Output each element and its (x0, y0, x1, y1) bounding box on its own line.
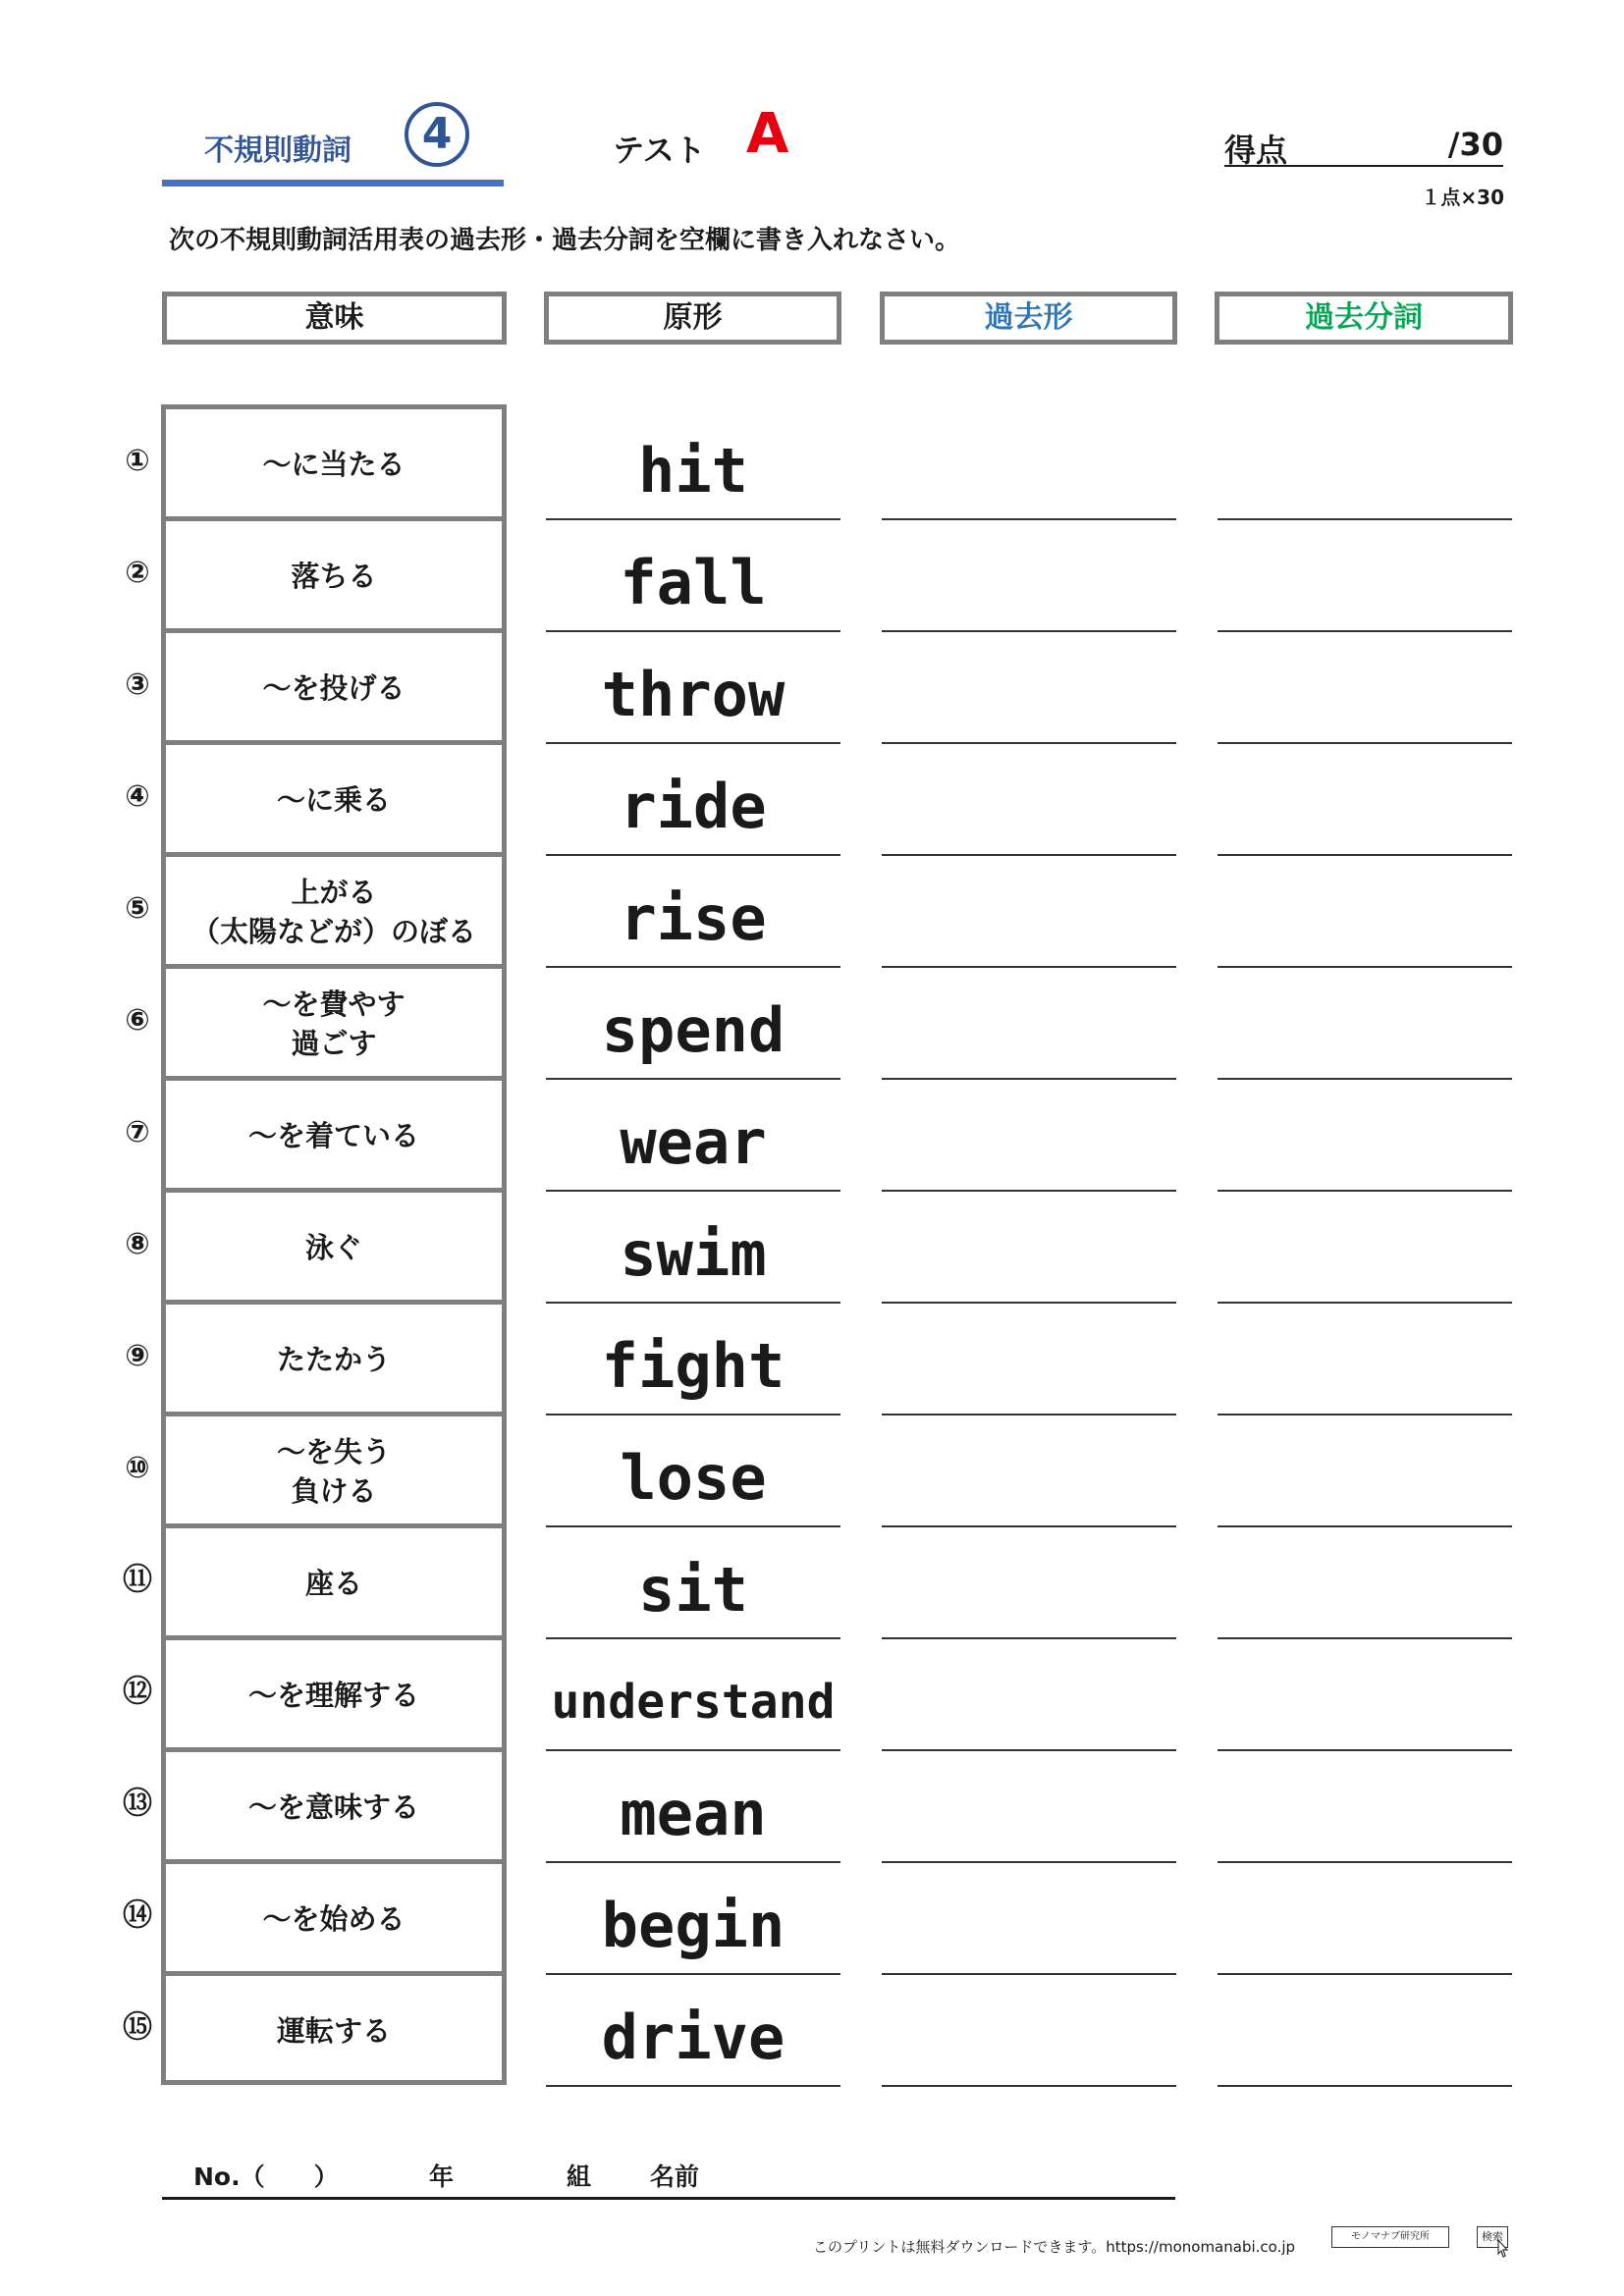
meaning-line: 落ちる (291, 560, 377, 593)
base-form-cell: understand (551, 1675, 836, 1730)
meaning-line: ～に当たる (262, 448, 406, 481)
meaning-cell (166, 1415, 502, 1527)
meaning-line: 座る (304, 1567, 362, 1600)
meaning-line: たたかう (276, 1343, 391, 1376)
base-form-cell: begin (601, 1890, 785, 1961)
score-label: 得点 (1224, 132, 1288, 169)
meaning-line: ～を費やす (262, 988, 406, 1021)
table-row (0, 1751, 1624, 1863)
meaning-line: ～を理解する (247, 1679, 419, 1712)
column-header-past-participle: 過去分詞 (1215, 292, 1513, 345)
base-form-cell: hit (638, 435, 748, 507)
table-row (0, 1304, 1624, 1415)
base-form-cell: mean (620, 1778, 767, 1849)
row-number: ⑩ (125, 1451, 150, 1485)
title-number-badge: 4 (405, 102, 469, 167)
score-field[interactable] (1224, 126, 1503, 167)
meaning-line: ～を着ている (247, 1119, 419, 1152)
test-version: A (746, 102, 789, 166)
table-row (0, 968, 1624, 1080)
search-button: 検索 (1477, 2226, 1508, 2248)
class-label: 組 (567, 2163, 592, 2191)
table-row (0, 1975, 1624, 2087)
name-label: 名前 (650, 2163, 700, 2191)
base-form-cell: throw (601, 659, 785, 730)
base-form-cell: lose (620, 1442, 767, 1514)
row-number: ⑥ (125, 1003, 150, 1038)
column-header-base: 原形 (544, 292, 841, 345)
meaning-cell (166, 408, 502, 520)
pointer-cursor-icon (1494, 2239, 1510, 2261)
table-row (0, 408, 1624, 520)
meaning-cell (166, 632, 502, 744)
table-row (0, 856, 1624, 968)
meaning-cell (166, 1080, 502, 1192)
table-row (0, 520, 1624, 632)
base-form-cell: ride (620, 771, 767, 842)
row-number: ⑭ (123, 1898, 152, 1933)
table-row (0, 632, 1624, 744)
meaning-cell (166, 520, 502, 632)
past-participle-answer-blank[interactable] (1218, 2085, 1512, 2087)
student-number-label: No.（ ） (193, 2163, 339, 2191)
base-form-cell: swim (620, 1218, 767, 1290)
row-number: ⑫ (123, 1675, 152, 1709)
meaning-line: ～を失う (276, 1435, 391, 1468)
base-form-cell: rise (620, 882, 767, 954)
meaning-line: ～を意味する (247, 1790, 419, 1824)
row-number: ⑬ (123, 1787, 152, 1821)
meaning-line: 上がる (291, 876, 377, 909)
meaning-line: 運転する (276, 2014, 391, 2048)
meaning-line: （太陽などが）のぼる (190, 915, 476, 948)
meaning-line: 過ごす (291, 1027, 377, 1060)
table-row (0, 1639, 1624, 1751)
meaning-cell (166, 1192, 502, 1304)
meaning-cell (166, 856, 502, 968)
meaning-line: ～を投げる (262, 671, 406, 705)
table-row (0, 1527, 1624, 1639)
meaning-cell (166, 1863, 502, 1975)
table-row (0, 1080, 1624, 1192)
meaning-line: ～に乗る (276, 783, 391, 817)
meaning-cell (166, 1639, 502, 1751)
meaning-cell (166, 968, 502, 1080)
student-info-line[interactable] (162, 2158, 1175, 2200)
worksheet-title: 不規則動詞 (204, 133, 352, 168)
row-number: ④ (125, 779, 150, 814)
meaning-line: 負ける (291, 1474, 377, 1508)
instruction-text: 次の不規則動詞活用表の過去形・過去分詞を空欄に書き入れなさい。 (169, 226, 961, 255)
base-form-underline (546, 2085, 840, 2087)
past-answer-blank[interactable] (882, 2085, 1176, 2087)
table-row (0, 1415, 1624, 1527)
meaning-cell (166, 1527, 502, 1639)
meaning-cell (166, 1751, 502, 1863)
row-number: ⑨ (125, 1339, 150, 1373)
row-number: ⑪ (123, 1563, 152, 1597)
row-number: ② (125, 556, 150, 590)
table-row (0, 1863, 1624, 1975)
score-total: /30 (1447, 126, 1503, 163)
meaning-line: 泳ぐ (304, 1231, 362, 1264)
test-label: テスト (613, 132, 706, 169)
base-form-cell: drive (601, 2002, 785, 2073)
table-row (0, 1192, 1624, 1304)
title-underline (162, 180, 504, 187)
row-number: ③ (125, 667, 150, 702)
meaning-line: ～を始める (262, 1902, 406, 1936)
meaning-cell (166, 1304, 502, 1415)
points-note: １点×30 (1421, 186, 1504, 209)
row-number: ⑮ (123, 2010, 152, 2045)
year-label: 年 (429, 2163, 455, 2191)
brand-search-box: モノマナブ研究所 (1331, 2226, 1449, 2248)
meaning-cell (166, 1975, 502, 2087)
base-form-cell: sit (638, 1554, 748, 1626)
column-header-past: 過去形 (880, 292, 1177, 345)
meaning-cell (166, 744, 502, 856)
credit-text: このプリントは無料ダウンロードできます。https://monomanabi.co.jp (813, 2238, 1296, 2256)
row-number: ⑤ (125, 891, 150, 926)
base-form-cell: fight (601, 1330, 785, 1402)
base-form-cell: spend (601, 994, 785, 1066)
base-form-cell: fall (620, 547, 767, 618)
table-row (0, 744, 1624, 856)
base-form-cell: wear (620, 1106, 767, 1178)
row-number: ① (125, 444, 150, 478)
column-header-meaning: 意味 (162, 292, 507, 345)
row-number: ⑧ (125, 1227, 150, 1261)
row-number: ⑦ (125, 1115, 150, 1149)
